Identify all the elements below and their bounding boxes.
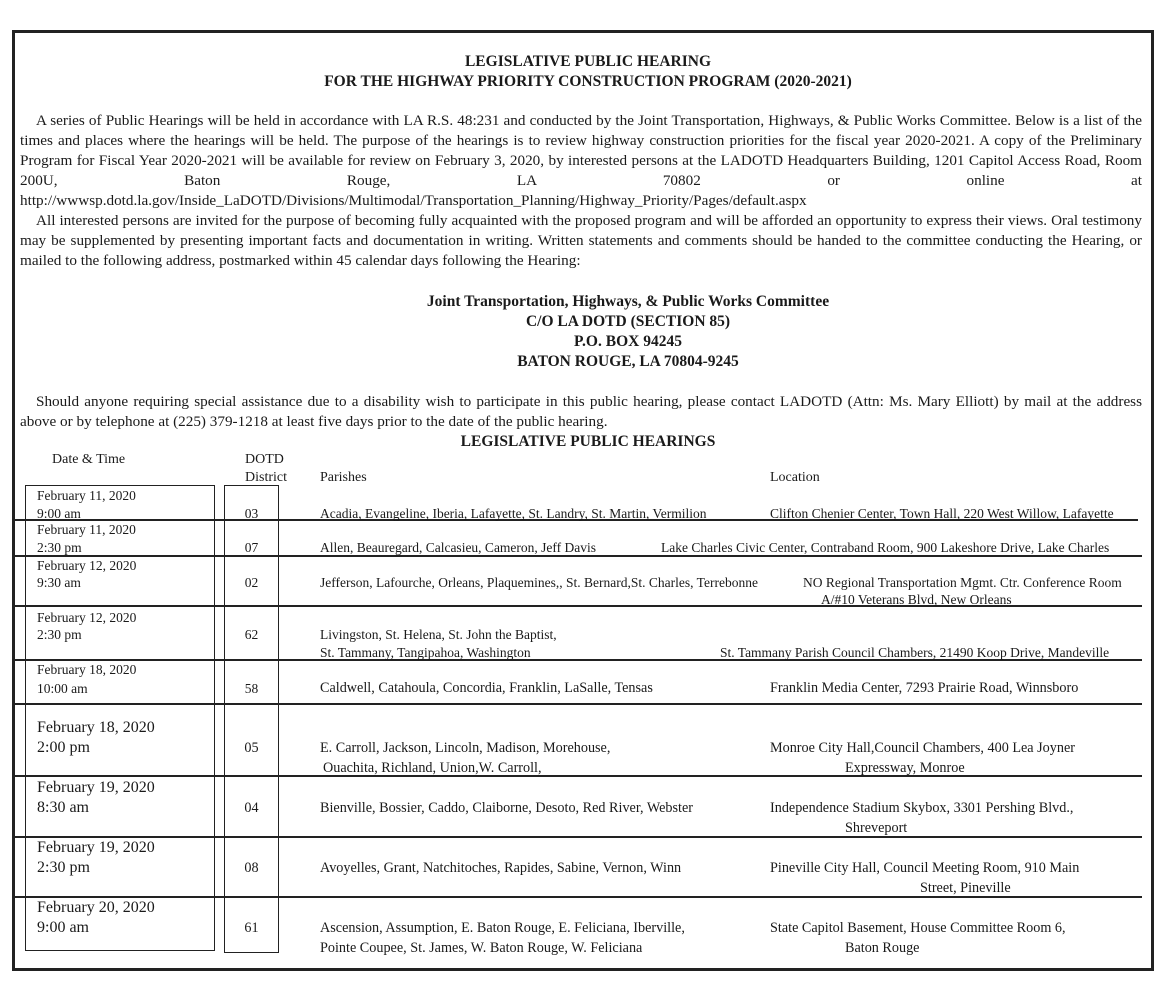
hearing-location: Expressway, Monroe xyxy=(845,760,965,776)
hearing-district: 05 xyxy=(244,740,259,756)
hearing-time: 9:00 am xyxy=(37,919,89,936)
hearing-location: St. Tammany Parish Council Chambers, 21490 Koop Drive, Mandeville xyxy=(720,645,1110,660)
intro-section xyxy=(20,111,1142,271)
hearing-parishes: Allen, Beauregard, Calcasieu, Cameron, Jeff Davis xyxy=(320,540,597,555)
header-date-time: Date & Time xyxy=(52,452,126,467)
hearing-date: February 12, 2020 xyxy=(37,610,137,625)
assistance-section xyxy=(20,392,1142,432)
committee-name: Joint Transportation, Highways, & Public Works Committee xyxy=(426,293,830,310)
header-parishes: Parishes xyxy=(320,470,367,485)
row-divider xyxy=(14,703,1142,705)
notice-subtitle: FOR THE HIGHWAY PRIORITY CONSTRUCTION PROGRAM (2020-2021) xyxy=(324,73,852,90)
program-url-link[interactable]: http://wwwsp.dotd.la.gov/Inside_LaDOTD/Divisions/Multimodal/Transportation_Planning/Highway_Priority/Pages/default.aspx xyxy=(20,192,807,209)
hearing-location: Baton Rouge xyxy=(845,940,920,956)
row-divider xyxy=(14,775,1142,777)
hearing-parishes: E. Carroll, Jackson, Lincoln, Madison, Morehouse, xyxy=(320,740,611,756)
hearing-time: 9:30 am xyxy=(37,575,81,590)
assistance-paragraph: Should anyone requiring special assistance due to a disability wish to participate in this public hearing, please contact LADOTD (Attn: Ms. Mary Elliott) by mail at the address above or by telephone at (225) 379-1218 at least five days prior to the date of the public hearing. xyxy=(20,393,1142,430)
hearing-location: Pineville City Hall, Council Meeting Room, 910 Main xyxy=(770,860,1080,876)
hearing-location: Shreveport xyxy=(845,820,908,836)
hearing-location: Lake Charles Civic Center, Contraband Room, 900 Lakeshore Drive, Lake Charles xyxy=(661,540,1110,555)
hearing-parishes: Acadia, Evangeline, Iberia, Lafayette, St. Landry, St. Martin, Vermilion xyxy=(320,506,707,521)
hearing-location: Independence Stadium Skybox, 3301 Pershing Blvd., xyxy=(770,800,1074,816)
hearing-date: February 19, 2020 xyxy=(37,779,155,796)
hearing-date: February 11, 2020 xyxy=(37,488,136,503)
hearing-parishes: Jefferson, Lafourche, Orleans, Plaquemines,, St. Bernard,St. Charles, Terrebonne xyxy=(320,575,758,590)
hearing-parishes: Pointe Coupee, St. James, W. Baton Rouge, W. Feliciana xyxy=(320,940,643,956)
hearing-parishes: Livingston, St. Helena, St. John the Baptist, xyxy=(320,627,557,642)
header-location: Location xyxy=(770,470,820,485)
hearing-parishes: St. Tammany, Tangipahoa, Washington xyxy=(320,645,531,660)
intro-paragraph: A series of Public Hearings will be held in accordance with LA R.S. 48:231 and conducted by the Joint Transportation, Highways, & Public Works Committee. Below is a list of the times and places where the hearings will be held. The purpose of the hearings is to review highway construction priorities for the fiscal year 2020-2021. A copy of the Preliminary Program for Fiscal Year 2020-2021 will be available for review on February 3, 2020, by interested persons at the LADOTD Headquarters Building, 1201 Capitol Access Road, Room 200U, Baton Rouge, LA 70802 or online at xyxy=(20,112,1142,189)
hearing-date: February 18, 2020 xyxy=(37,662,137,677)
hearing-date: February 12, 2020 xyxy=(37,558,137,573)
header-district: District xyxy=(245,470,287,485)
hearing-date: February 20, 2020 xyxy=(37,899,155,916)
hearing-location: Street, Pineville xyxy=(920,880,1011,896)
hearing-parishes: Ouachita, Richland, Union,W. Carroll, xyxy=(323,760,542,776)
hearing-date: February 11, 2020 xyxy=(37,522,136,537)
hearing-district: 58 xyxy=(244,681,259,696)
hearings-table-title: LEGISLATIVE PUBLIC HEARINGS xyxy=(460,433,716,450)
hearing-district: 08 xyxy=(244,860,259,876)
notice-title: LEGISLATIVE PUBLIC HEARING xyxy=(464,53,712,70)
hearing-time: 10:00 am xyxy=(37,681,88,696)
city-state-zip-line: BATON ROUGE, LA 70804-9245 xyxy=(517,353,739,370)
hearing-date: February 18, 2020 xyxy=(37,719,155,736)
hearing-district: 04 xyxy=(244,800,259,816)
hearing-district: 03 xyxy=(244,506,259,521)
po-box-line: P.O. BOX 94245 xyxy=(574,333,682,350)
hearing-date: February 19, 2020 xyxy=(37,839,155,856)
hearing-time: 2:30 pm xyxy=(37,540,82,555)
hearing-parishes: Caldwell, Catahoula, Concordia, Franklin, LaSalle, Tensas xyxy=(320,680,653,696)
hearing-parishes: Avoyelles, Grant, Natchitoches, Rapides, Sabine, Vernon, Winn xyxy=(320,860,682,876)
row-divider xyxy=(14,836,1142,838)
hearing-district: 07 xyxy=(244,540,259,555)
hearing-location: Monroe City Hall,Council Chambers, 400 Lea Joyner xyxy=(770,740,1075,756)
hearing-district: 02 xyxy=(244,575,259,590)
care-of-line: C/O LA DOTD (SECTION 85) xyxy=(525,313,731,330)
hearing-time: 2:30 pm xyxy=(37,627,82,642)
hearing-district: 62 xyxy=(244,627,259,642)
hearing-parishes: Ascension, Assumption, E. Baton Rouge, E. Feliciana, Iberville, xyxy=(320,920,685,936)
header-dotd: DOTD xyxy=(245,452,284,467)
hearing-time: 9:00 am xyxy=(37,506,81,521)
testimony-paragraph: All interested persons are invited for the purpose of becoming fully acquainted with the proposed program and will be afforded an opportunity to express their views. Oral testimony may be supplemented by presenting important facts and documentation in writing. Written statements and comments should be handed to the committee conducting the Hearing, or mailed to the following address, postmarked within 45 calendar days following the Hearing: xyxy=(20,212,1142,269)
hearing-location: Clifton Chenier Center, Town Hall, 220 West Willow, Lafayette xyxy=(770,506,1114,521)
hearing-location: A/#10 Veterans Blvd, New Orleans xyxy=(821,592,1012,607)
hearing-location: Franklin Media Center, 7293 Prairie Road, Winnsboro xyxy=(770,680,1079,696)
hearing-location: State Capitol Basement, House Committee Room 6, xyxy=(770,920,1066,936)
hearing-time: 2:30 pm xyxy=(37,859,90,876)
hearing-time: 2:00 pm xyxy=(37,739,90,756)
hearing-time: 8:30 am xyxy=(37,799,89,816)
hearing-district: 61 xyxy=(244,920,259,936)
hearing-parishes: Bienville, Bossier, Caddo, Claiborne, Desoto, Red River, Webster xyxy=(320,800,693,816)
hearing-location: NO Regional Transportation Mgmt. Ctr. Conference Room xyxy=(803,575,1122,590)
row-divider xyxy=(14,555,1142,557)
